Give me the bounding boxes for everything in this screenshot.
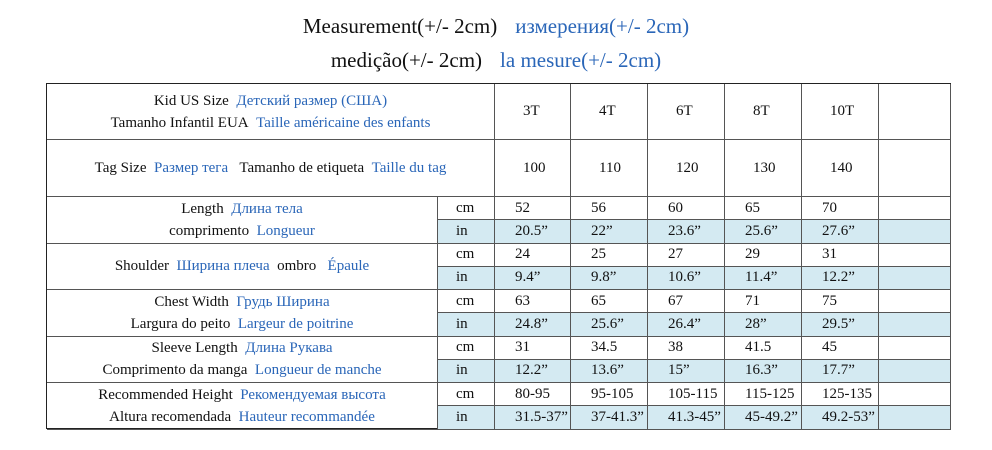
in-value: 17.7”: [802, 360, 879, 383]
tag-size-line: [95, 157, 447, 179]
cm-value: 45: [802, 337, 879, 360]
empty-cell-highlight: [879, 360, 951, 383]
unit-cm: cm: [438, 337, 495, 360]
empty-cell-highlight: [879, 313, 951, 336]
measure-row-5-label-ru: Рекомендуемая высота: [240, 386, 386, 403]
measure-row-5-label: [47, 383, 438, 430]
measure-row-5-line-2: [109, 406, 375, 428]
cm-value: 65: [725, 197, 802, 220]
cm-value: 38: [648, 337, 725, 360]
cm-value: 65: [571, 290, 648, 313]
measure-row-1-label-pt: comprimento: [169, 222, 250, 239]
tag-size-value: 100: [495, 140, 571, 197]
cm-value: 105-115: [648, 383, 725, 406]
size-chart-table: [46, 83, 951, 429]
measure-row-1-label: [47, 197, 438, 244]
in-value: 41.3-45”: [648, 406, 725, 429]
measure-row-3-line-2: [131, 313, 354, 335]
measure-row-3-label-ru: Грудь Ширина: [236, 293, 330, 310]
kid-us-size-label-en: Kid US Size: [153, 92, 229, 109]
in-value: 25.6”: [571, 313, 648, 336]
tag-size-pt: Tamanho de etiqueta: [239, 160, 365, 176]
tag-size-value: 140: [802, 140, 879, 197]
title-measurement-en: Measurement(+/- 2cm): [302, 14, 498, 38]
measure-row-4-line-2: [102, 359, 381, 381]
measure-row-2-label: [47, 244, 438, 291]
kid-us-size-line-2: [111, 112, 431, 134]
in-value: 25.6”: [725, 220, 802, 243]
empty-cell-highlight: [879, 406, 951, 429]
unit-cm: cm: [438, 290, 495, 313]
cm-value: 24: [495, 244, 571, 267]
size-header-8T: 8T: [725, 84, 802, 140]
unit-cm: cm: [438, 244, 495, 267]
cm-value: 63: [495, 290, 571, 313]
unit-cm: cm: [438, 383, 495, 406]
cm-value: 80-95: [495, 383, 571, 406]
measure-row-4-label-fr: Longueur de manche: [254, 362, 382, 379]
empty-cell: [879, 290, 951, 313]
measure-row-2-line: [115, 255, 369, 277]
measure-row-1-line-1: [181, 198, 303, 220]
measure-row-4-label-en: Sleeve Length: [151, 340, 238, 357]
cm-value: 25: [571, 244, 648, 267]
tag-size-label: [47, 140, 495, 197]
in-value: 20.5”: [495, 220, 571, 243]
in-value: 16.3”: [725, 360, 802, 383]
in-value: 24.8”: [495, 313, 571, 336]
cm-value: 67: [648, 290, 725, 313]
in-value: 10.6”: [648, 267, 725, 290]
empty-cell-highlight: [879, 267, 951, 290]
tag-size-value: 120: [648, 140, 725, 197]
measure-row-1-line-2: [169, 220, 315, 242]
size-header-10T: 10T: [802, 84, 879, 140]
measure-row-2-label-fr: Épaule: [327, 258, 370, 275]
measure-row-5-label-fr: Hauteur recommandée: [238, 408, 375, 425]
unit-in: in: [438, 220, 495, 243]
measure-row-1-label-fr: Longueur: [256, 222, 315, 239]
measure-row-2-label-ru: Ширина плеча: [176, 258, 270, 275]
kid-us-size-label-ru: Детский размер (США): [236, 92, 388, 109]
in-value: 12.2”: [802, 267, 879, 290]
in-value: 11.4”: [725, 267, 802, 290]
cm-value: 52: [495, 197, 571, 220]
in-value: 31.5-37”: [495, 406, 571, 429]
tag-size-value: 130: [725, 140, 802, 197]
tag-size-ru: Размер тега: [153, 160, 229, 176]
cm-value: 31: [495, 337, 571, 360]
title-measurement-fr: la mesure(+/- 2cm): [500, 48, 662, 72]
measure-row-4-label-ru: Длина Рукава: [245, 340, 333, 357]
measure-row-3-label: [47, 290, 438, 337]
cm-value: 31: [802, 244, 879, 267]
title-line-2: [0, 48, 992, 73]
cm-value: 29: [725, 244, 802, 267]
cm-value: 34.5: [571, 337, 648, 360]
in-value: 9.4”: [495, 267, 571, 290]
in-value: 15”: [648, 360, 725, 383]
measure-row-5-line-1: [98, 384, 386, 406]
unit-in: in: [438, 406, 495, 429]
tag-size-value: 110: [571, 140, 648, 197]
unit-in: in: [438, 360, 495, 383]
measure-row-4-label-pt: Comprimento da manga: [102, 362, 248, 379]
measure-row-3-label-fr: Largeur de poitrine: [237, 315, 354, 332]
size-header-4T: 4T: [571, 84, 648, 140]
unit-cm: cm: [438, 197, 495, 220]
measure-row-4-label: [47, 337, 438, 384]
tag-size-en: Tag Size: [94, 160, 147, 176]
cm-value: 71: [725, 290, 802, 313]
measure-row-2-label-pt: ombro: [277, 258, 317, 275]
in-value: 26.4”: [648, 313, 725, 336]
title-measurement-pt: medição(+/- 2cm): [330, 48, 483, 72]
in-value: 45-49.2”: [725, 406, 802, 429]
in-value: 49.2-53”: [802, 406, 879, 429]
measure-row-2-label-en: Shoulder: [114, 258, 169, 275]
title-measurement-ru: измерения(+/- 2cm): [515, 14, 690, 38]
measure-row-3-label-en: Chest Width: [154, 293, 229, 310]
empty-header-cell: [879, 84, 951, 140]
in-value: 28”: [725, 313, 802, 336]
cm-value: 41.5: [725, 337, 802, 360]
cm-value: 70: [802, 197, 879, 220]
unit-in: in: [438, 267, 495, 290]
empty-cell: [879, 244, 951, 267]
in-value: 27.6”: [802, 220, 879, 243]
empty-cell: [879, 337, 951, 360]
measure-row-5-label-en: Recommended Height: [98, 386, 233, 403]
kid-us-size-line-1: [154, 90, 387, 112]
empty-cell: [879, 197, 951, 220]
kid-us-size-label: [47, 84, 495, 140]
cm-value: 115-125: [725, 383, 802, 406]
empty-tag-cell: [879, 140, 951, 197]
cm-value: 125-135: [802, 383, 879, 406]
in-value: 23.6”: [648, 220, 725, 243]
cm-value: 95-105: [571, 383, 648, 406]
in-value: 13.6”: [571, 360, 648, 383]
in-value: 9.8”: [571, 267, 648, 290]
measure-row-5-label-pt: Altura recomendada: [109, 408, 232, 425]
cm-value: 56: [571, 197, 648, 220]
in-value: 37-41.3”: [571, 406, 648, 429]
measure-row-1-label-en: Length: [181, 200, 224, 217]
in-value: 12.2”: [495, 360, 571, 383]
cm-value: 27: [648, 244, 725, 267]
title-line-1: [0, 14, 992, 39]
empty-cell-highlight: [879, 220, 951, 243]
empty-cell: [879, 383, 951, 406]
measure-row-4-line-1: [151, 337, 332, 359]
cm-value: 60: [648, 197, 725, 220]
kid-us-size-label-fr: Taille américaine des enfants: [256, 114, 431, 131]
cm-value: 75: [802, 290, 879, 313]
in-value: 29.5”: [802, 313, 879, 336]
size-header-6T: 6T: [648, 84, 725, 140]
size-header-3T: 3T: [495, 84, 571, 140]
measure-row-1-label-ru: Длина тела: [231, 200, 303, 217]
kid-us-size-label-pt: Tamanho Infantil EUA: [110, 114, 249, 131]
measure-row-3-label-pt: Largura do peito: [130, 315, 231, 332]
tag-size-fr: Taille du tag: [371, 160, 447, 176]
in-value: 22”: [571, 220, 648, 243]
measure-row-3-line-1: [154, 291, 329, 313]
unit-in: in: [438, 313, 495, 336]
